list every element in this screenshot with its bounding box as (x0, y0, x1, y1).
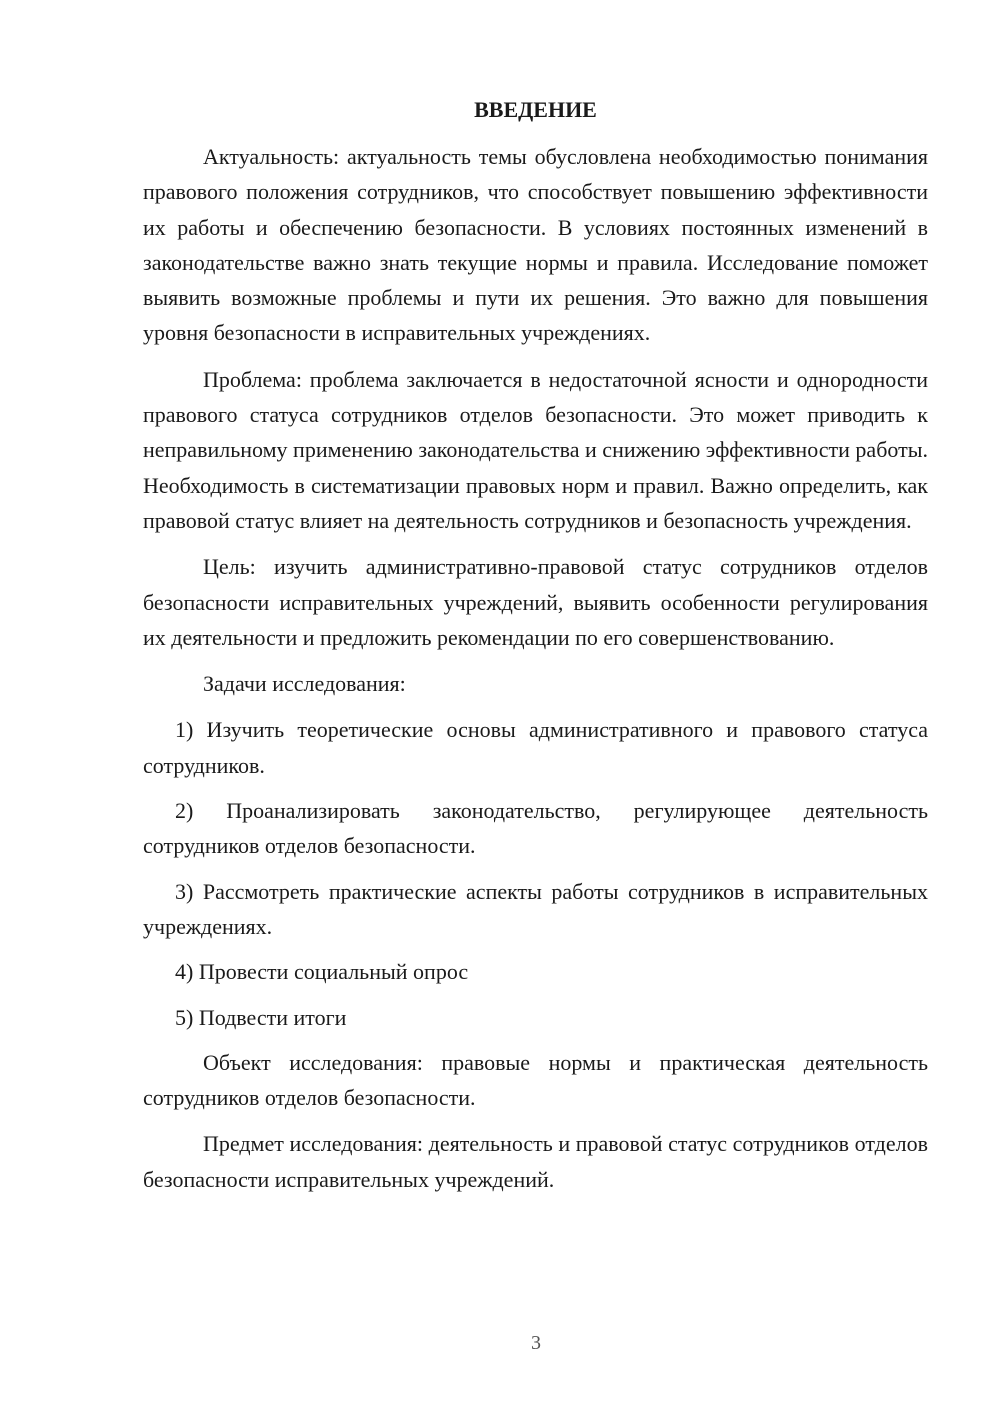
task-item-2: 2) Проанализировать законодательство, регулирующее деятельность сотрудников отделов безопасности. (143, 798, 928, 859)
section-title: ВВЕДЕНИЕ (474, 97, 597, 122)
task-item-3: 3) Рассмотреть практические аспекты работы сотрудников в исправительных учреждениях. (143, 878, 928, 939)
paragraph-subject: Предмет исследования: деятельность и правовой статус сотрудников отделов безопасности исправительных учреждений. (143, 1131, 928, 1192)
paragraph-object: Объект исследования: правовые нормы и практическая деятельность сотрудников отделов безопасности. (143, 1049, 928, 1111)
paragraph-goal: Цель: изучить административно-правовой статус сотрудников отделов безопасности исправительных учреждений, выявить особенности регулирования их деятельности и предложить рекомендации по его совершенствованию. (143, 554, 928, 650)
paragraph-relevance: Актуальность: актуальность темы обусловлена необходимостью понимания правового положения сотрудников, что способствует повышению эффективности их работы и обеспечению безопасности. В условиях постоянных изменений в законодательстве важно знать текущие нормы и правила. Исследование поможет выявить возможные проблемы и пути их решения. Это важно для повышения уровня безопасности в исправительных учреждениях. (143, 144, 928, 346)
task-item-5: 5) Подвести итоги (175, 1004, 347, 1030)
page-content (143, 92, 928, 1208)
page-number: 3 (531, 1332, 541, 1354)
task-item-4: 4) Провести социальный опрос (175, 959, 469, 985)
paragraph-problem: Проблема: проблема заключается в недостаточной ясности и однородности правового статуса сотрудников отделов безопасности. Это может приводить к неправильному применению законодательства и снижению эффективности работы. Необходимость в систематизации правовых норм и правил. Важно определить, как правовой статус влияет на деятельность сотрудников и безопасность учреждения. (143, 366, 928, 533)
paragraph-tasks-heading: Задачи исследования: (203, 671, 406, 697)
task-item-1: 1) Изучить теоретические основы административного и правового статуса сотрудников. (143, 717, 928, 778)
